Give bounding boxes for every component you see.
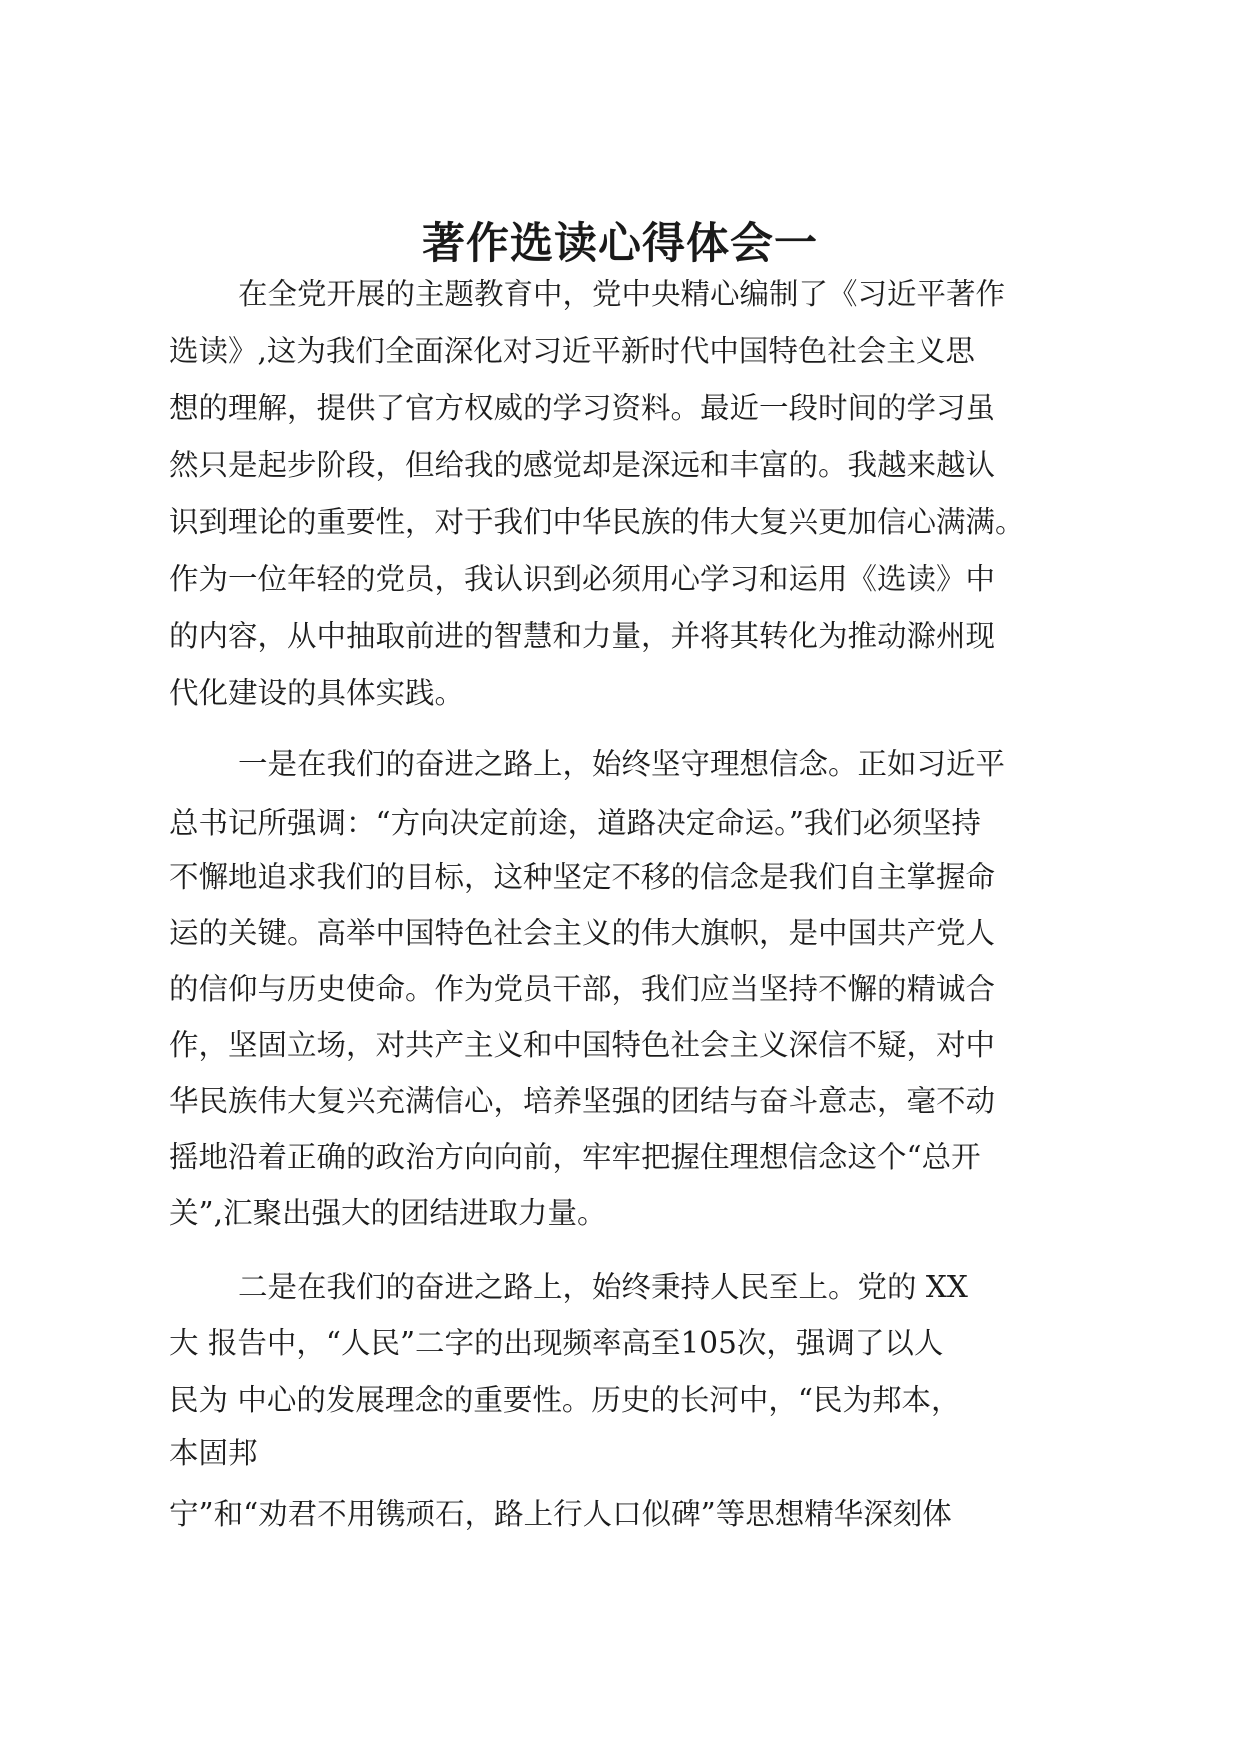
paragraph-2-line-4: 运的关键。高举中国特色社会主义的伟大旗帜，是中国共产党人 [169, 916, 996, 950]
paragraph-1-line-5: 识到理论的重要性，对于我们中华民族的伟大复兴更加信心满满。 [169, 505, 1025, 539]
document-title: 著作选读心得体会一 [422, 219, 818, 269]
paragraph-3-line-4: 本固邦 [169, 1436, 258, 1470]
paragraph-2-line-1: 一是在我们的奋进之路上，始终坚守理想信念。正如习近平 [238, 747, 1006, 781]
paragraph-1-line-7: 的内容，从中抽取前进的智慧和力量，并将其转化为推动滁州现 [169, 619, 996, 653]
paragraph-3-line-2: 大 报告中，“人民”二字的出现频率高至105次，强调了以人 [169, 1326, 944, 1360]
paragraph-1-line-8: 代化建设的具体实践。 [169, 676, 465, 710]
paragraph-1-line-2: 选读》,这为我们全面深化对习近平新时代中国特色社会主义思 [169, 334, 975, 368]
paragraph-2-line-6: 作，坚固立场，对共产主义和中国特色社会主义深信不疑，对中 [169, 1028, 996, 1062]
paragraph-3-line-3: 民为 中心的发展理念的重要性。历史的长河中，“民为邦本， [169, 1383, 961, 1417]
paragraph-3-line-5: 宁”和“劝君不用镌顽石，路上行人口似碑”等思想精华深刻体 [169, 1497, 952, 1531]
paragraph-2-line-8: 摇地沿着正确的政治方向向前，牢牢把握住理想信念这个“总开 [169, 1140, 981, 1174]
paragraph-1-line-4: 然只是起步阶段，但给我的感觉却是深远和丰富的。我越来越认 [169, 448, 996, 482]
paragraph-1-line-6: 作为一位年轻的党员，我认识到必须用心学习和运用《选读》中 [169, 562, 996, 596]
paragraph-2-line-3: 不懈地追求我们的目标，这种坚定不移的信念是我们自主掌握命 [169, 860, 996, 894]
paragraph-2-line-5: 的信仰与历史使命。作为党员干部，我们应当坚持不懈的精诚合 [169, 972, 996, 1006]
paragraph-2-line-2: 总书记所强调：“方向决定前途，道路决定命运。”我们必须坚持 [169, 806, 981, 840]
paragraph-2-line-9: 关”,汇聚出强大的团结进取力量。 [169, 1196, 607, 1230]
paragraph-1-line-1: 在全党开展的主题教育中，党中央精心编制了《习近平著作 [238, 277, 1006, 311]
paragraph-1-line-3: 想的理解，提供了官方权威的学习资料。最近一段时间的学习虽 [169, 391, 996, 425]
paragraph-2-line-7: 华民族伟大复兴充满信心，培养坚强的团结与奋斗意志，毫不动 [169, 1084, 996, 1118]
paragraph-3-line-1: 二是在我们的奋进之路上，始终秉持人民至上。党的 XX [238, 1270, 968, 1304]
